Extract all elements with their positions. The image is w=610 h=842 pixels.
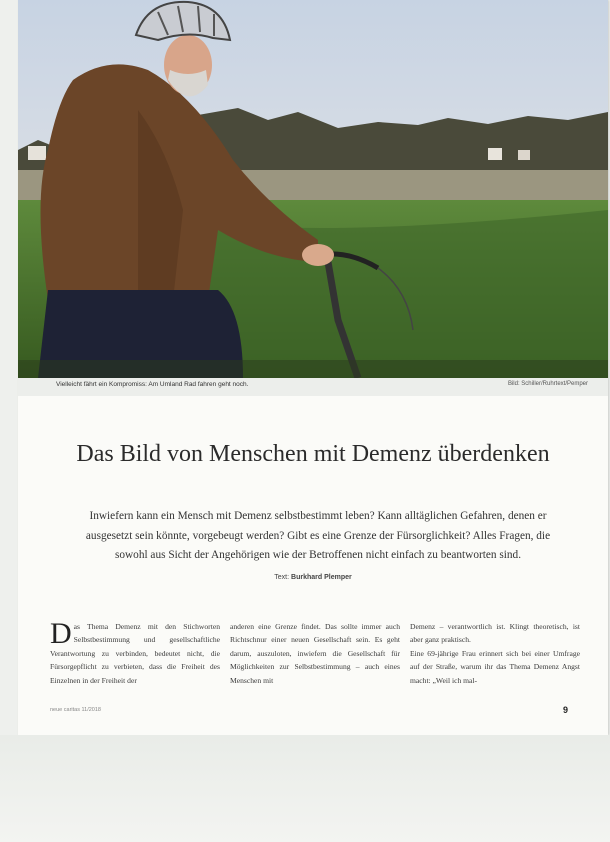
body-column-2: anderen eine Grenze findet. Das sollte immer auch Richtschnur einer neuen Gesellschaft sein. Es geht darum, auszuloten, inwiefern die Gesellschaft für Möglichkeiten zur Selbstbestimmung – auch eines Menschen mit — [230, 622, 400, 685]
cyclist-photo-illustration — [18, 0, 608, 378]
photo-credit: Bild: Schiller/Ruhrtext/Pemper — [507, 381, 588, 387]
photo-caption: Vielleicht fährt ein Kompromiss: Am Umland Rad fahren geht noch. — [56, 381, 249, 388]
body-column-1 — [50, 617, 220, 687]
article-byline — [18, 574, 608, 581]
dropcap: D — [50, 617, 72, 650]
byline-prefix: Text: — [274, 574, 290, 581]
article-title: Das Bild von Menschen mit Demenz überdenken — [76, 441, 550, 467]
magazine-page — [18, 0, 608, 735]
page-number: 9 — [562, 705, 568, 715]
article-photo — [18, 0, 608, 378]
article-intro: Inwiefern kann ein Mensch mit Demenz selbstbestimmt leben? Kann alltäglichen Gefahren, denen er ausgesetzt sein könnte, vorgebeugt werden? Gibt es eine Grenze der Fürsorglichkeit? Alles Fragen, die sowohl aus Sicht der Angehörigen wie der Betroffenen nicht einfach zu beantworten sind. — [85, 510, 551, 561]
body-column-1-text: as Thema Demenz mit den Stichworten Selbstbestimmung und gesellschaftliche Verantwortung zu verbinden, bedeutet nicht, die Fürsorgepflicht zu verbieten, dass die Freiheit des Einzelnen in der Freiheit der — [50, 622, 220, 685]
scan-background — [0, 735, 610, 842]
issue-footer: neue caritas 11/2018 — [50, 707, 101, 713]
body-column-3: Demenz – verantwortlich ist. Klingt theoretisch, ist aber ganz praktisch. Eine 69-jährige Frau erinnert sich bei einer Umfrage auf der Straße, warum ihr das Thema Demenz Angst macht: „Weil ich mal- — [410, 622, 580, 685]
byline-author: Burkhard Plemper — [291, 574, 352, 581]
